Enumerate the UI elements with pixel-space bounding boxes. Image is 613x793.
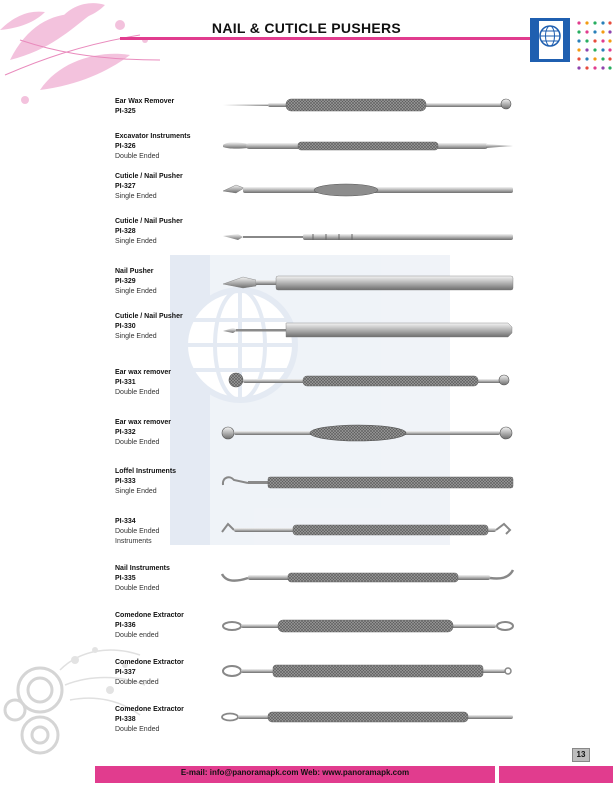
product-code: PI-333 [115,478,136,485]
product-name: Comedone Extractor [115,612,184,619]
product-entry [115,97,215,117]
floral-decoration-top [0,0,200,110]
footer-separator [495,766,499,783]
instrument-image [218,471,518,493]
product-description: Double Ended [115,153,160,160]
product-code: PI-335 [115,575,136,582]
product-entry [115,418,215,448]
product-entry [115,312,215,342]
product-description: Single Ended [115,333,157,340]
product-entry [115,217,215,247]
floral-decoration-bottom [0,630,150,770]
product-description: Double ended [115,632,159,639]
product-name: Comedone Extractor [115,706,184,713]
instrument-image [218,178,518,200]
instrument-image [218,370,518,392]
product-description: Single Ended [115,488,157,495]
product-code: PI-336 [115,622,136,629]
dot-pattern-decoration [575,18,613,78]
instrument-image [218,566,518,588]
instrument-image [218,226,518,248]
product-description: Double Ended [115,585,160,592]
product-code: PI-331 [115,379,136,386]
product-name: Cuticle / Nail Pusher [115,173,183,180]
product-description: Double Ended [115,439,160,446]
product-code: PI-328 [115,228,136,235]
product-entry [115,611,215,641]
title-divider [120,37,530,40]
instrument-image [218,660,518,682]
product-description: Single Ended [115,238,157,245]
footer-contact: E-mail: info@panoramapk.com Web: www.panoramapk.com [180,768,410,777]
product-name: Nail Instruments [115,565,170,572]
product-description: Single Ended [115,193,157,200]
product-code: PI-325 [115,108,136,115]
product-description: Instruments [115,538,152,545]
product-name: Ear Wax Remover [115,98,175,105]
product-entry [115,172,215,202]
product-code: PI-332 [115,429,136,436]
instrument-image [218,706,518,728]
product-code: PI-334 [115,518,136,525]
instrument-image [218,272,518,294]
product-code: PI-327 [115,183,136,190]
instrument-image [218,94,518,116]
product-name: Cuticle / Nail Pusher [115,218,183,225]
product-name: Excavator Instruments [115,133,191,140]
product-entry [115,267,215,297]
product-code: PI-326 [115,143,136,150]
product-description: Double Ended [115,726,160,733]
product-name: Ear wax remover [115,419,172,426]
product-entry [115,368,215,398]
product-description: Double Ended [115,389,160,396]
product-name: Nail Pusher [115,268,154,275]
product-name: Cuticle / Nail Pusher [115,313,183,320]
product-name: Loffel Instruments [115,468,177,475]
product-name: Ear wax remover [115,369,172,376]
instrument-image [218,135,518,157]
product-entry [115,564,215,594]
logo-watermark [170,255,450,545]
product-description: Double ended [115,679,159,686]
instrument-image [218,422,518,444]
product-code: PI-330 [115,323,136,330]
page-number: 13 [572,748,590,762]
product-code: PI-338 [115,716,136,723]
instrument-image [218,615,518,637]
product-entry [115,705,215,735]
instrument-image [218,318,518,340]
product-entry [115,517,215,547]
product-entry [115,132,215,162]
product-description: Double Ended [115,528,160,535]
page-title: NAIL & CUTICLE PUSHERS [211,20,402,36]
instrument-image [218,518,518,540]
product-code: PI-329 [115,278,136,285]
product-description: Single Ended [115,288,157,295]
product-entry [115,467,215,497]
product-entry [115,658,215,688]
company-logo [530,18,570,62]
product-code: PI-337 [115,669,136,676]
product-name: Comedone Extractor [115,659,184,666]
